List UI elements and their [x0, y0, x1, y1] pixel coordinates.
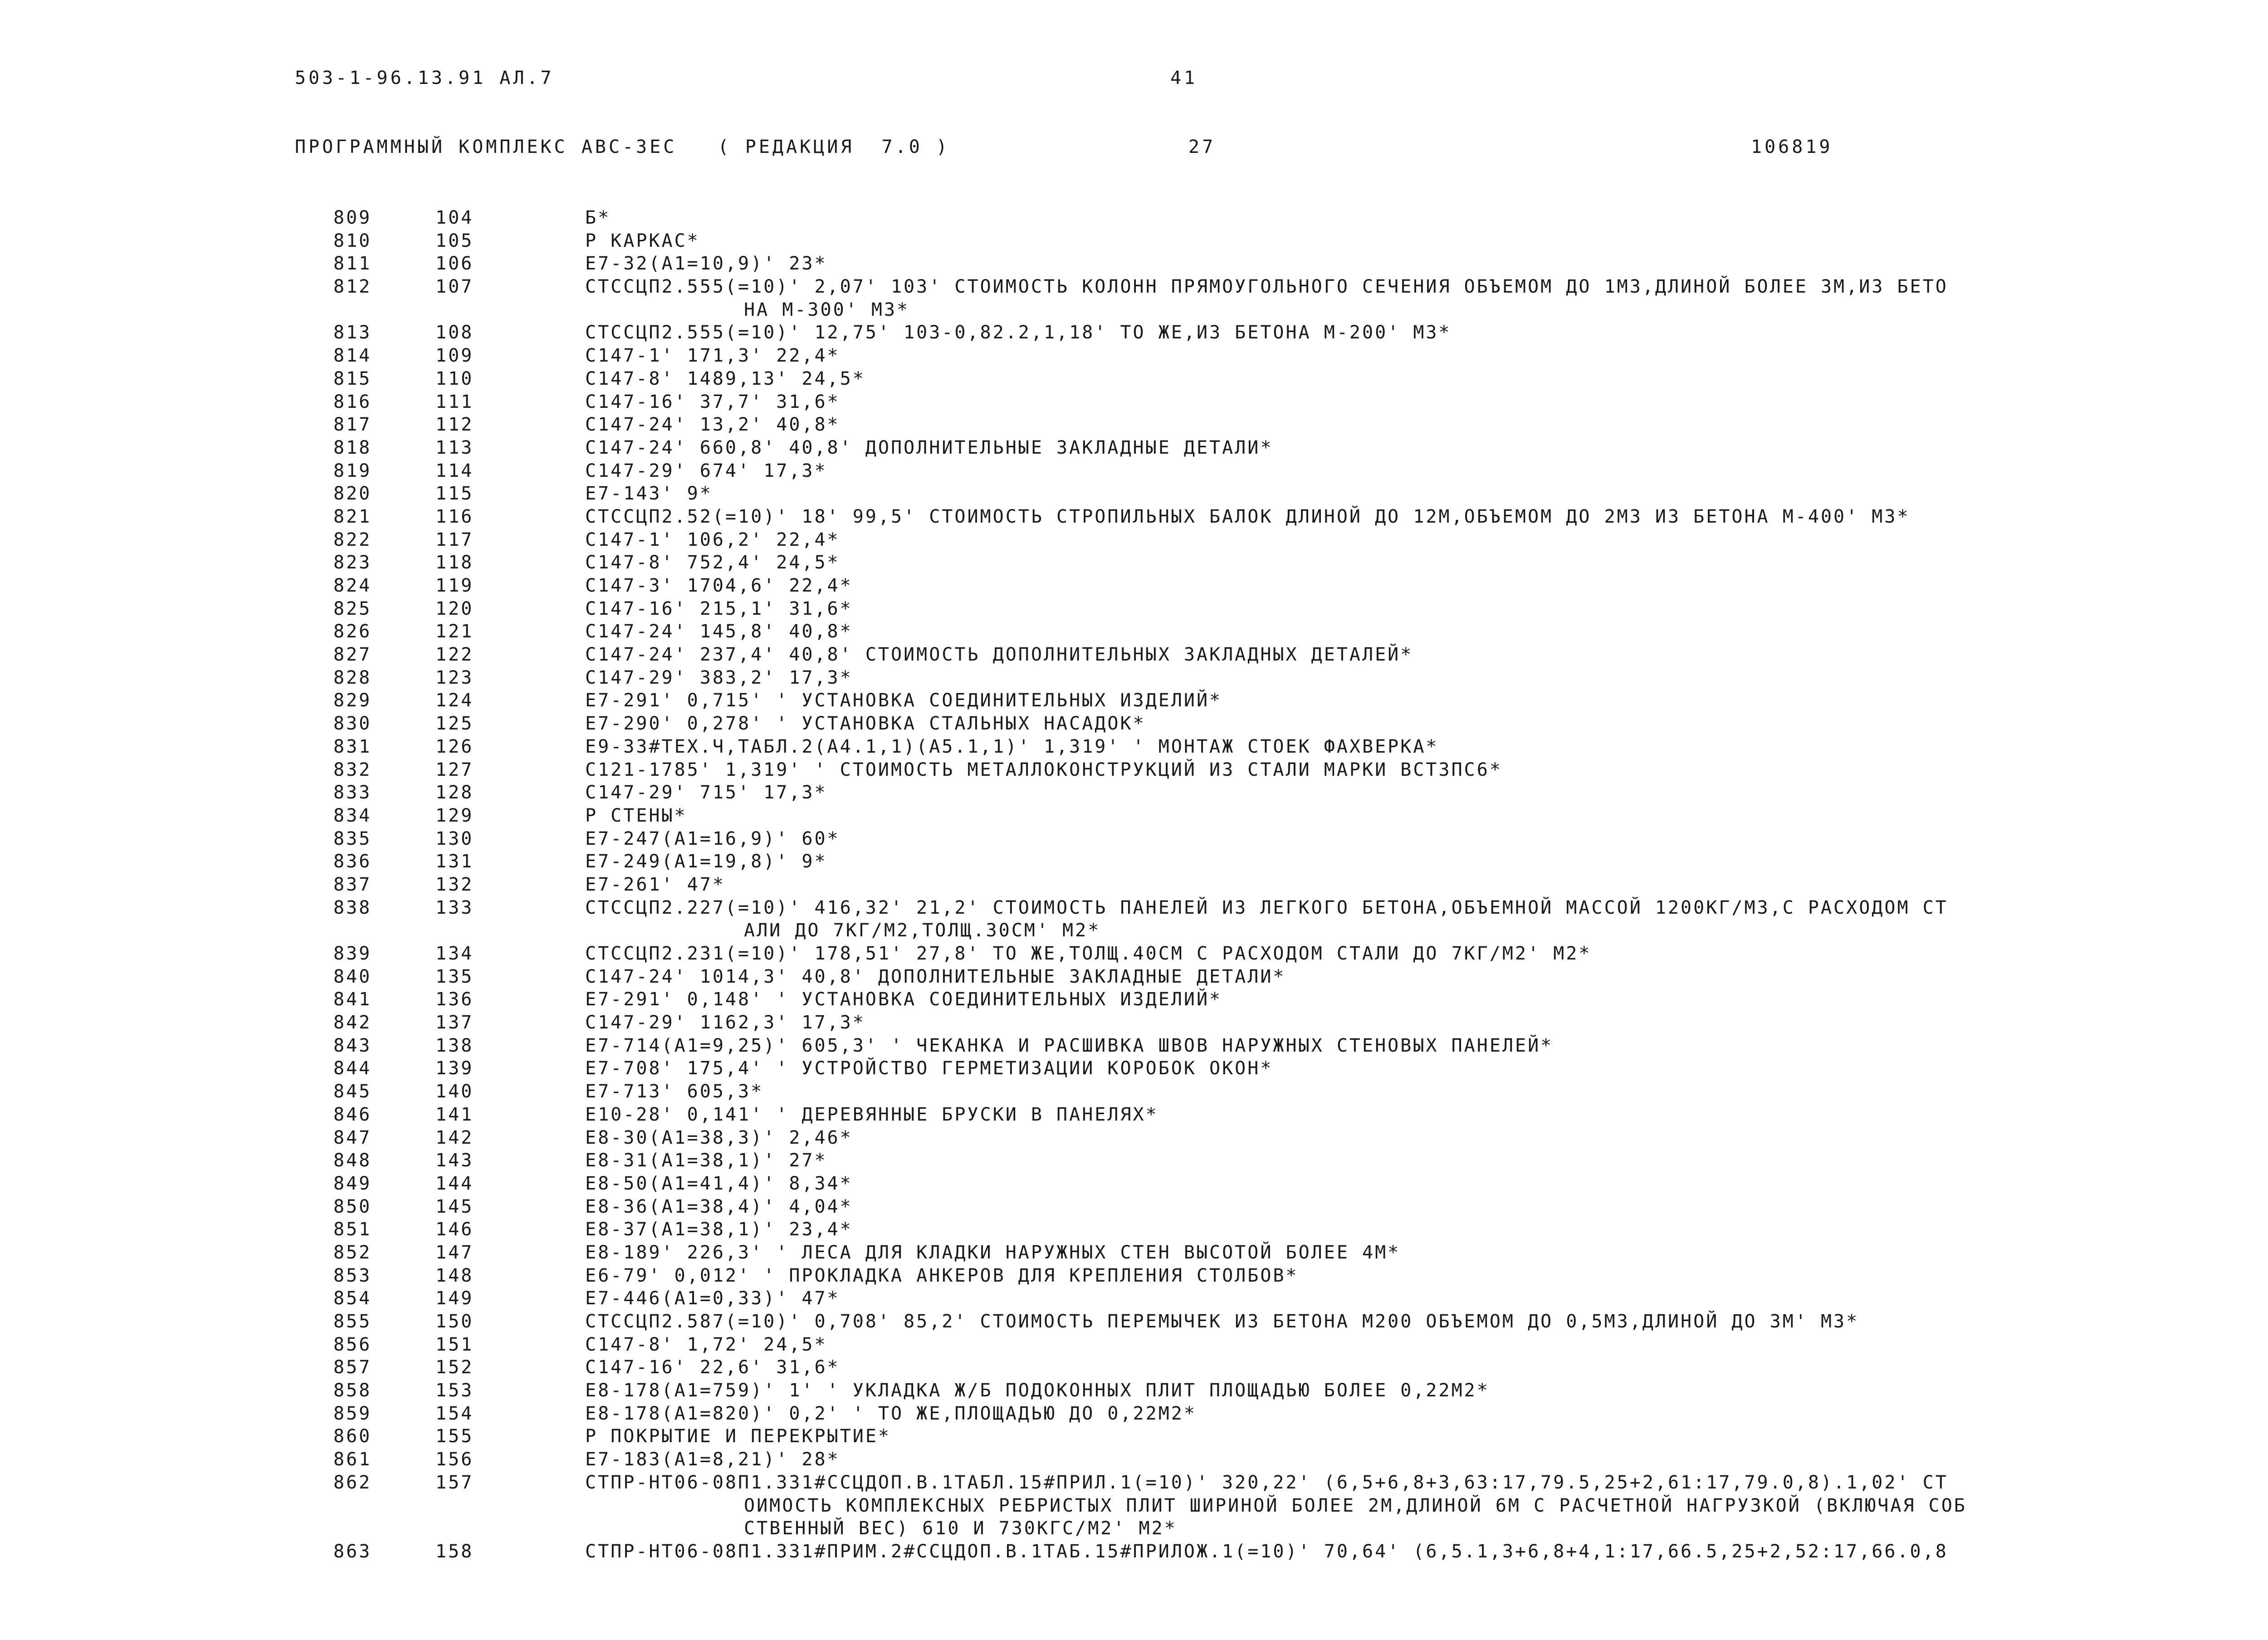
line-number: 811 [333, 253, 372, 274]
sequence-number: 151 [435, 1334, 474, 1355]
line-number: 824 [333, 575, 372, 596]
entry-text: С147-16' 215,1' 31,6* [585, 598, 853, 619]
entry-text: Е7-249(А1=19,8)' 9* [585, 851, 827, 872]
line-number: 831 [333, 736, 372, 757]
entry-text: СТПР-НТ06-08П1.331#ССЦДОП.В.1ТАБЛ.15#ПРИЛ.1(=10)' 320,22' (6,5+6,8+3,63:17,79.5,25+2,61:17,79.0,8).1,02' СТ [585, 1472, 1948, 1493]
entry-text: С147-16' 22,6' 31,6* [585, 1357, 840, 1378]
entry-text: С147-1' 171,3' 22,4* [585, 345, 840, 367]
listing-row [0, 1264, 2268, 1288]
listing-row [0, 735, 2268, 759]
sequence-number: 147 [435, 1242, 474, 1263]
entry-text: С147-24' 145,8' 40,8* [585, 621, 853, 642]
line-number: 855 [333, 1311, 372, 1332]
line-number: 809 [333, 207, 372, 228]
sequence-number: 144 [435, 1173, 474, 1194]
line-number: 819 [333, 460, 372, 481]
listing-row [0, 1011, 2268, 1034]
listing-continuation-row [0, 299, 2268, 322]
listing-row [0, 1287, 2268, 1310]
program-title: ПРОГРАММНЫЙ КОМПЛЕКС АВС-3ЕС ( РЕДАКЦИЯ 7.0 ) [295, 137, 950, 157]
sequence-number: 142 [435, 1127, 474, 1148]
sequence-number: 152 [435, 1357, 474, 1378]
listing-row [0, 529, 2268, 552]
entry-text: СТССЦП2.52(=10)' 18' 99,5' СТОИМОСТЬ СТРОПИЛЬНЫХ БАЛОК ДЛИНОЙ ДО 12М,ОБЪЕМОМ ДО 2М3 ИЗ БЕТОНА М-400' М3* [585, 506, 1910, 527]
line-number: 856 [333, 1334, 372, 1355]
sequence-number: 114 [435, 460, 474, 481]
listing-row [0, 712, 2268, 735]
sequence-number: 113 [435, 437, 474, 458]
entry-text: С147-3' 1704,6' 22,4* [585, 575, 853, 596]
document-code: 503-1-96.13.91 АЛ.7 [295, 68, 554, 88]
sequence-number: 134 [435, 943, 474, 964]
sequence-number: 124 [435, 690, 474, 711]
page-number: 41 [1170, 68, 1198, 88]
entry-text: С121-1785' 1,319' ' СТОИМОСТЬ МЕТАЛЛОКОНСТРУКЦИЙ ИЗ СТАЛИ МАРКИ ВСТ3ПС6* [585, 759, 1502, 780]
sequence-number: 146 [435, 1219, 474, 1240]
sequence-number: 137 [435, 1012, 474, 1033]
line-number: 852 [333, 1242, 372, 1263]
sequence-number: 143 [435, 1150, 474, 1171]
sequence-number: 108 [435, 322, 474, 343]
line-number: 821 [333, 506, 372, 527]
sequence-number: 107 [435, 276, 474, 298]
line-number: 820 [333, 483, 372, 504]
sequence-number: 132 [435, 874, 474, 895]
listing-row [0, 482, 2268, 505]
entry-text: Е10-28' 0,141' ' ДЕРЕВЯННЫЕ БРУСКИ В ПАНЕЛЯХ* [585, 1104, 1158, 1125]
listing-row [0, 252, 2268, 275]
listing-row [0, 896, 2268, 920]
line-number: 850 [333, 1196, 372, 1217]
line-number: 834 [333, 805, 372, 826]
listing-row [0, 1057, 2268, 1080]
entry-text: С147-8' 1,72' 24,5* [585, 1334, 827, 1355]
listing-row [0, 850, 2268, 873]
listing-row [0, 436, 2268, 460]
entry-text: С147-8' 1489,13' 24,5* [585, 368, 865, 389]
line-number: 827 [333, 644, 372, 666]
entry-text: Р ПОКРЫТИЕ И ПЕРЕКРЫТИЕ* [585, 1426, 891, 1447]
sequence-number: 123 [435, 667, 474, 688]
entry-text: СТССЦП2.555(=10)' 2,07' 103' СТОИМОСТЬ КОЛОНН ПРЯМОУГОЛЬНОГО СЕЧЕНИЯ ОБЪЕМОМ ДО 1М3,ДЛИНОЙ БОЛЕЕ 3М,ИЗ БЕТО [585, 276, 1948, 298]
listing-row [0, 321, 2268, 344]
sequence-number: 131 [435, 851, 474, 872]
line-number: 839 [333, 943, 372, 964]
line-number: 861 [333, 1449, 372, 1470]
sequence-number: 110 [435, 368, 474, 389]
sequence-number: 129 [435, 805, 474, 826]
entry-text: С147-8' 752,4' 24,5* [585, 552, 840, 573]
sequence-number: 135 [435, 966, 474, 987]
line-number: 817 [333, 414, 372, 436]
sequence-number: 119 [435, 575, 474, 596]
entry-text: Р СТЕНЫ* [585, 805, 687, 826]
entry-text: С147-1' 106,2' 22,4* [585, 529, 840, 550]
listing-row [0, 1448, 2268, 1471]
listing-row [0, 206, 2268, 230]
entry-text: НА М-300' М3* [744, 299, 910, 320]
sequence-number: 125 [435, 713, 474, 734]
line-number: 816 [333, 391, 372, 412]
listing-row [0, 230, 2268, 253]
line-number: 813 [333, 322, 372, 343]
line-number: 843 [333, 1035, 372, 1056]
entry-text: С147-16' 37,7' 31,6* [585, 391, 840, 412]
listing-row [0, 666, 2268, 690]
entry-text: СТССЦП2.587(=10)' 0,708' 85,2' СТОИМОСТЬ ПЕРЕМЫЧЕК ИЗ БЕТОНА М200 ОБЪЕМОМ ДО 0,5М3,ДЛИНОЙ ДО 3М' М3* [585, 1311, 1859, 1332]
listing-row [0, 620, 2268, 643]
sequence-number: 122 [435, 644, 474, 666]
line-number: 848 [333, 1150, 372, 1171]
entry-text: Б* [585, 207, 611, 228]
sequence-number: 140 [435, 1081, 474, 1102]
line-number: 830 [333, 713, 372, 734]
listing-continuation-row [0, 1517, 2268, 1540]
sequence-number: 127 [435, 759, 474, 780]
listing-row [0, 1126, 2268, 1150]
entry-text: АЛИ ДО 7КГ/М2,ТОЛЩ.30СМ' М2* [744, 920, 1101, 941]
line-number: 842 [333, 1012, 372, 1033]
entry-text: Е7-714(А1=9,25)' 605,3' ' ЧЕКАНКА И РАСШИВКА ШВОВ НАРУЖНЫХ СТЕНОВЫХ ПАНЕЛЕЙ* [585, 1035, 1554, 1056]
sequence-number: 154 [435, 1403, 474, 1424]
sequence-number: 138 [435, 1035, 474, 1056]
sequence-number: 105 [435, 230, 474, 251]
entry-text: Е7-32(А1=10,9)' 23* [585, 253, 827, 274]
entry-text: С147-29' 715' 17,3* [585, 782, 827, 803]
entry-text: СТССЦП2.555(=10)' 12,75' 103-0,82.2,1,18' ТО ЖЕ,ИЗ БЕТОНА М-200' М3* [585, 322, 1452, 343]
listing-row [0, 873, 2268, 896]
sequence-number: 115 [435, 483, 474, 504]
sequence-number: 133 [435, 897, 474, 918]
entry-text: Е8-189' 226,3' ' ЛЕСА ДЛЯ КЛАДКИ НАРУЖНЫХ СТЕН ВЫСОТОЙ БОЛЕЕ 4М* [585, 1242, 1401, 1263]
listing-continuation-row [0, 1494, 2268, 1518]
entry-text: Е8-31(А1=38,1)' 27* [585, 1150, 827, 1171]
entry-text: С147-24' 13,2' 40,8* [585, 414, 840, 436]
entry-text: С147-29' 674' 17,3* [585, 460, 827, 481]
line-number: 825 [333, 598, 372, 619]
listing-row [0, 1471, 2268, 1494]
sequence-number: 158 [435, 1541, 474, 1562]
line-number: 853 [333, 1265, 372, 1286]
entry-text: Е8-178(А1=759)' 1' ' УКЛАДКА Ж/Б ПОДОКОННЫХ ПЛИТ ПЛОЩАДЬЮ БОЛЕЕ 0,22М2* [585, 1380, 1490, 1401]
listing-row [0, 1540, 2268, 1563]
listing-row [0, 367, 2268, 391]
entry-text: Е8-50(А1=41,4)' 8,34* [585, 1173, 853, 1194]
entry-text: СТССЦП2.231(=10)' 178,51' 27,8' ТО ЖЕ,ТОЛЩ.40СМ С РАСХОДОМ СТАЛИ ДО 7КГ/М2' М2* [585, 943, 1592, 964]
sequence-number: 109 [435, 345, 474, 367]
sequence-number: 121 [435, 621, 474, 642]
listing-row [0, 1241, 2268, 1264]
sequence-number: 157 [435, 1472, 474, 1493]
listing-row [0, 505, 2268, 529]
entry-text: Е7-708' 175,4' ' УСТРОЙСТВО ГЕРМЕТИЗАЦИИ КОРОБОК ОКОН* [585, 1058, 1273, 1079]
entry-text: СТВЕННЫЙ ВЕС) 610 И 730КГС/М2' М2* [744, 1518, 1177, 1539]
listing-row [0, 391, 2268, 414]
entry-text: Е7-143' 9* [585, 483, 713, 504]
line-number: 860 [333, 1426, 372, 1447]
entry-text: СТПР-НТ06-08П1.331#ПРИМ.2#ССЦДОП.В.1ТАБ.15#ПРИЛОЖ.1(=10)' 70,64' (6,5.1,3+6,8+4,1:17,66.5,25+2,52:17,66.0,8 [585, 1541, 1948, 1562]
sequence-number: 120 [435, 598, 474, 619]
listing-row [0, 1425, 2268, 1448]
sequence-number: 153 [435, 1380, 474, 1401]
sequence-number: 111 [435, 391, 474, 412]
listing-row [0, 1103, 2268, 1126]
sequence-number: 116 [435, 506, 474, 527]
line-number: 836 [333, 851, 372, 872]
line-number: 844 [333, 1058, 372, 1079]
sequence-number: 149 [435, 1288, 474, 1309]
line-number: 826 [333, 621, 372, 642]
line-number: 833 [333, 782, 372, 803]
listing-row [0, 551, 2268, 574]
sequence-number: 155 [435, 1426, 474, 1447]
line-number: 845 [333, 1081, 372, 1102]
line-number: 823 [333, 552, 372, 573]
sequence-number: 136 [435, 989, 474, 1010]
entry-text: Е7-183(А1=8,21)' 28* [585, 1449, 840, 1470]
listing-row [0, 804, 2268, 827]
listing-row [0, 643, 2268, 666]
line-number: 812 [333, 276, 372, 298]
line-number: 841 [333, 989, 372, 1010]
entry-text: Е6-79' 0,012' ' ПРОКЛАДКА АНКЕРОВ ДЛЯ КРЕПЛЕНИЯ СТОЛБОВ* [585, 1265, 1299, 1286]
sequence-number: 150 [435, 1311, 474, 1332]
line-number: 840 [333, 966, 372, 987]
listing-row [0, 1034, 2268, 1057]
listing-row [0, 827, 2268, 851]
line-number: 846 [333, 1104, 372, 1125]
sequence-number: 141 [435, 1104, 474, 1125]
listing-row [0, 1379, 2268, 1402]
line-number: 847 [333, 1127, 372, 1148]
listing-row [0, 1218, 2268, 1241]
sequence-number: 145 [435, 1196, 474, 1217]
sequence-number: 128 [435, 782, 474, 803]
program-page-number: 27 [1188, 137, 1216, 157]
line-number: 832 [333, 759, 372, 780]
entry-text: Е8-178(А1=820)' 0,2' ' ТО ЖЕ,ПЛОЩАДЬЮ ДО 0,22М2* [585, 1403, 1197, 1424]
entry-text: Е7-713' 605,3* [585, 1081, 764, 1102]
listing-continuation-row [0, 919, 2268, 942]
listing-row [0, 344, 2268, 367]
entry-text: Е7-290' 0,278' ' УСТАНОВКА СТАЛЬНЫХ НАСАДОК* [585, 713, 1146, 734]
program-id: 106819 [1751, 137, 1833, 157]
entry-text: Е7-446(А1=0,33)' 47* [585, 1288, 840, 1309]
entry-text: Р КАРКАС* [585, 230, 700, 251]
line-number: 829 [333, 690, 372, 711]
entry-text: С147-24' 237,4' 40,8' СТОИМОСТЬ ДОПОЛНИТЕЛЬНЫХ ЗАКЛАДНЫХ ДЕТАЛЕЙ* [585, 644, 1413, 666]
listing [0, 206, 2268, 1563]
listing-row [0, 1310, 2268, 1333]
sequence-number: 130 [435, 828, 474, 849]
entry-text: Е9-33#ТЕХ.Ч,ТАБЛ.2(А4.1,1)(А5.1,1)' 1,319' ' МОНТАЖ СТОЕК ФАХВЕРКА* [585, 736, 1439, 757]
line-number: 862 [333, 1472, 372, 1493]
line-number: 863 [333, 1541, 372, 1562]
entry-text: С147-24' 1014,3' 40,8' ДОПОЛНИТЕЛЬНЫЕ ЗАКЛАДНЫЕ ДЕТАЛИ* [585, 966, 1286, 987]
line-number: 810 [333, 230, 372, 251]
line-number: 857 [333, 1357, 372, 1378]
entry-text: С147-24' 660,8' 40,8' ДОПОЛНИТЕЛЬНЫЕ ЗАКЛАДНЫЕ ДЕТАЛИ* [585, 437, 1273, 458]
listing-row [0, 275, 2268, 299]
listing-row [0, 988, 2268, 1011]
line-number: 822 [333, 529, 372, 550]
listing-row [0, 1356, 2268, 1379]
sequence-number: 104 [435, 207, 474, 228]
sequence-number: 148 [435, 1265, 474, 1286]
line-number: 837 [333, 874, 372, 895]
sequence-number: 106 [435, 253, 474, 274]
line-number: 851 [333, 1219, 372, 1240]
listing-row [0, 460, 2268, 483]
listing-row [0, 1333, 2268, 1356]
line-number: 818 [333, 437, 372, 458]
sequence-number: 126 [435, 736, 474, 757]
listing-row [0, 597, 2268, 621]
line-number: 828 [333, 667, 372, 688]
entry-text: Е7-291' 0,715' ' УСТАНОВКА СОЕДИНИТЕЛЬНЫХ ИЗДЕЛИЙ* [585, 690, 1222, 711]
listing-row [0, 413, 2268, 436]
entry-text: Е7-291' 0,148' ' УСТАНОВКА СОЕДИНИТЕЛЬНЫХ ИЗДЕЛИЙ* [585, 989, 1222, 1010]
entry-text: Е8-36(А1=38,4)' 4,04* [585, 1196, 853, 1217]
listing-row [0, 1195, 2268, 1219]
line-number: 858 [333, 1380, 372, 1401]
sequence-number: 112 [435, 414, 474, 436]
listing-row [0, 1402, 2268, 1425]
entry-text: Е7-261' 47* [585, 874, 725, 895]
entry-text: Е8-30(А1=38,3)' 2,46* [585, 1127, 853, 1148]
line-number: 838 [333, 897, 372, 918]
entry-text: С147-29' 383,2' 17,3* [585, 667, 853, 688]
entry-text: СТССЦП2.227(=10)' 416,32' 21,2' СТОИМОСТЬ ПАНЕЛЕЙ ИЗ ЛЕГКОГО БЕТОНА,ОБЪЕМНОЙ МАССОЙ 1200КГ/М3,С РАСХОДОМ СТ [585, 897, 1948, 918]
line-number: 859 [333, 1403, 372, 1424]
line-number: 815 [333, 368, 372, 389]
listing-row [0, 1080, 2268, 1103]
sequence-number: 139 [435, 1058, 474, 1079]
line-number: 814 [333, 345, 372, 367]
listing-row [0, 965, 2268, 989]
entry-text: Е7-247(А1=16,9)' 60* [585, 828, 840, 849]
line-number: 835 [333, 828, 372, 849]
listing-row [0, 574, 2268, 597]
line-number: 854 [333, 1288, 372, 1309]
listing-row [0, 1172, 2268, 1195]
listing-row [0, 781, 2268, 804]
listing-row [0, 942, 2268, 965]
entry-text: ОИМОСТЬ КОМПЛЕКСНЫХ РЕБРИСТЫХ ПЛИТ ШИРИНОЙ БОЛЕЕ 2М,ДЛИНОЙ 6М С РАСЧЕТНОЙ НАГРУЗКОЙ (ВКЛЮЧАЯ СОБ [744, 1495, 1967, 1516]
listing-row [0, 759, 2268, 782]
sequence-number: 117 [435, 529, 474, 550]
sequence-number: 156 [435, 1449, 474, 1470]
line-number: 849 [333, 1173, 372, 1194]
listing-row [0, 689, 2268, 712]
entry-text: С147-29' 1162,3' 17,3* [585, 1012, 865, 1033]
entry-text: Е8-37(А1=38,1)' 23,4* [585, 1219, 853, 1240]
sequence-number: 118 [435, 552, 474, 573]
listing-row [0, 1149, 2268, 1172]
